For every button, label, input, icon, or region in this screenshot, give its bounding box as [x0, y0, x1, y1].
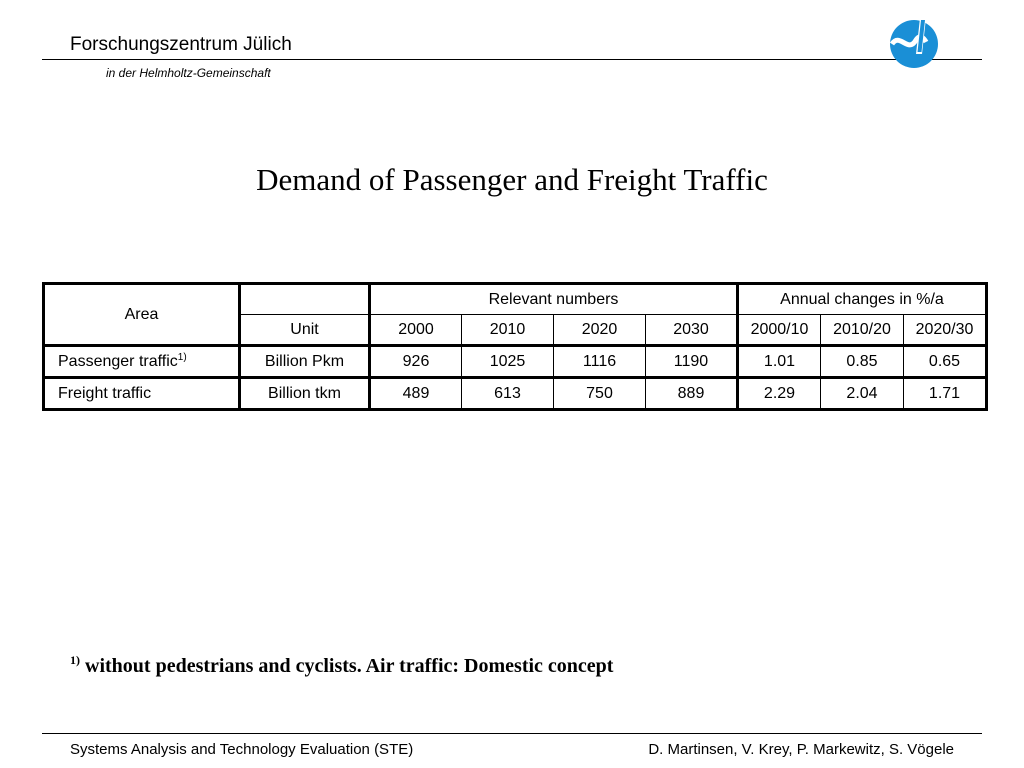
unit-cell: Billion Pkm [240, 346, 370, 378]
slide-title: Demand of Passenger and Freight Traffic [256, 162, 768, 197]
year-header: 2020 [554, 315, 646, 346]
area-cell [44, 346, 240, 378]
change-cell: 0.85 [821, 346, 904, 378]
year-header: 2030 [646, 315, 738, 346]
value-cell: 1025 [462, 346, 554, 378]
value-cell: 1190 [646, 346, 738, 378]
footnote [70, 655, 613, 678]
table-row [44, 378, 987, 410]
blank-header-cell [240, 284, 370, 315]
footnote-marker: 1) [177, 351, 187, 363]
change-cell: 1.01 [738, 346, 821, 378]
value-cell: 1116 [554, 346, 646, 378]
header-divider [42, 59, 982, 60]
area-header: Area [44, 284, 240, 346]
footer-department: Systems Analysis and Technology Evaluation (STE) [70, 741, 414, 758]
value-cell: 750 [554, 378, 646, 410]
value-cell: 613 [462, 378, 554, 410]
unit-cell: Billion tkm [240, 378, 370, 410]
unit-header: Unit [240, 315, 370, 346]
footnote-text: without pedestrians and cyclists. Air traffic: Domestic concept [85, 655, 614, 677]
organization-subtitle: in der Helmholtz-Gemeinschaft [106, 66, 271, 80]
value-cell: 926 [370, 346, 462, 378]
footer-divider [42, 733, 982, 734]
area-label: Passenger traffic [58, 352, 178, 370]
footnote-note-marker: 1) [70, 653, 80, 667]
organization-name: Forschungszentrum Jülich [70, 34, 292, 55]
relevant-numbers-header: Relevant numbers [370, 284, 738, 315]
period-header: 2010/20 [821, 315, 904, 346]
annual-changes-header: Annual changes in %/a [738, 284, 987, 315]
period-header: 2020/30 [904, 315, 987, 346]
change-cell: 2.04 [821, 378, 904, 410]
traffic-demand-table [42, 282, 988, 411]
area-cell: Freight traffic [44, 378, 240, 410]
year-header: 2000 [370, 315, 462, 346]
change-cell: 1.71 [904, 378, 987, 410]
change-cell: 2.29 [738, 378, 821, 410]
fzj-logo-icon [886, 14, 942, 70]
value-cell: 489 [370, 378, 462, 410]
year-header: 2010 [462, 315, 554, 346]
footer-authors: D. Martinsen, V. Krey, P. Markewitz, S. Vögele [648, 741, 954, 758]
table-row [44, 346, 987, 378]
change-cell: 0.65 [904, 346, 987, 378]
value-cell: 889 [646, 378, 738, 410]
period-header: 2000/10 [738, 315, 821, 346]
